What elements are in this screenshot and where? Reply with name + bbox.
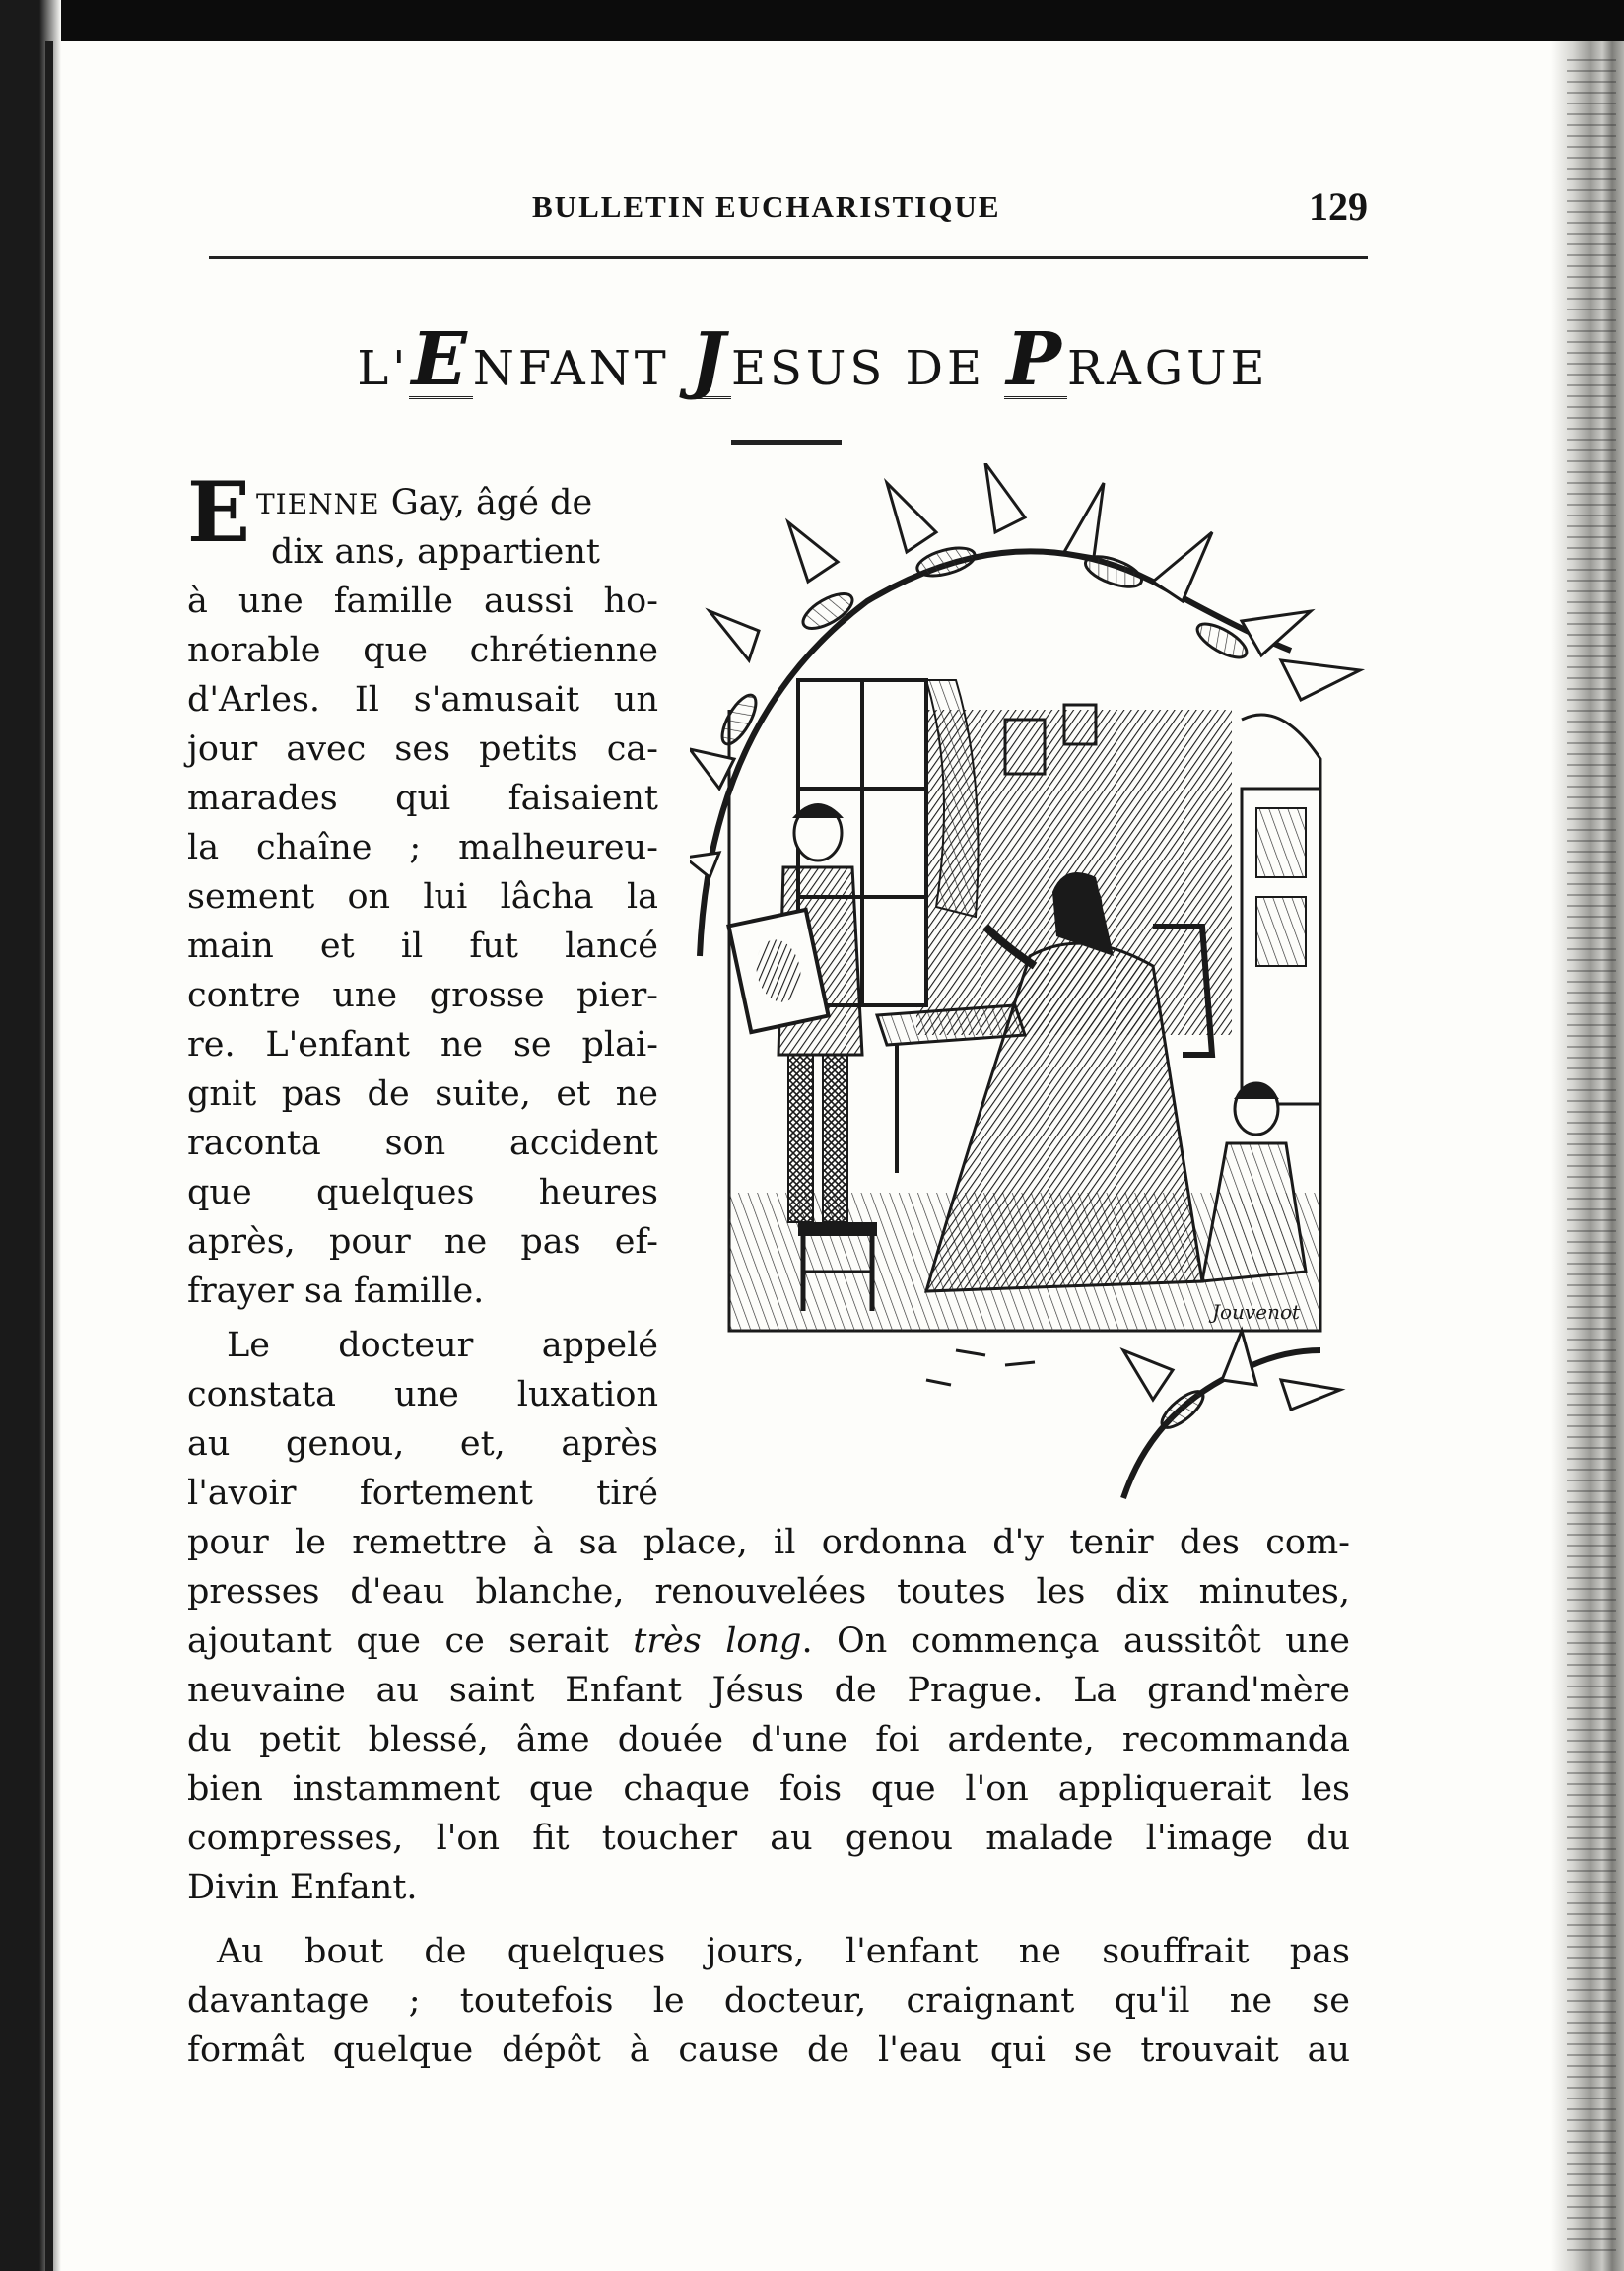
article-title	[246, 317, 1380, 402]
paragraph-line: Le docteur appelé	[227, 1326, 658, 1365]
paragraph-line: compresses, l'on fit toucher au genou malade l'image du	[187, 1819, 1350, 1858]
paragraph-line: re. L'enfant ne se plai-	[187, 1025, 658, 1065]
paragraph-line: après, pour ne pas ef-	[187, 1222, 658, 1262]
scan-top-border	[0, 0, 1624, 41]
title-part: L'	[357, 341, 410, 396]
cabinet	[1242, 789, 1320, 1104]
paragraph-line: formât quelque dépôt à cause de l'eau qui se trouvait au	[187, 2030, 1350, 2070]
paragraph-line: contre une grosse pier-	[187, 976, 658, 1015]
page-stack-texture	[1567, 59, 1616, 2257]
paragraph-2-column	[187, 1321, 658, 1518]
paragraph-line: sement on lui lâcha la	[187, 877, 658, 917]
ornamental-initial: P	[1006, 317, 1065, 402]
paragraph-line: la chaîne ; malheureu-	[187, 828, 658, 867]
paragraph-line: l'avoir fortement tiré	[187, 1474, 658, 1513]
child-figure	[1202, 1083, 1306, 1281]
paragraph-line: main et il fut lancé	[187, 927, 658, 966]
line-text: . On commença aussitôt une	[801, 1621, 1350, 1661]
paragraph-line: du petit blessé, âme douée d'une foi ardente, recommanda	[187, 1720, 1350, 1759]
paragraph-line: au genou, et, après	[187, 1424, 658, 1464]
engraving-illustration	[690, 463, 1370, 1508]
paragraph-line	[256, 478, 658, 529]
paragraph-line: marades qui faisaient	[187, 779, 658, 818]
paragraph-line: raconta son accident	[187, 1124, 658, 1163]
paragraph-line: presses d'eau blanche, renouvelées toutes les dix minutes,	[187, 1572, 1350, 1612]
paragraph-line: pour le remettre à sa place, il ordonna d'y tenir des com-	[187, 1523, 1350, 1562]
book-binding-edge	[45, 41, 53, 2271]
title-part: NFANT	[472, 341, 689, 396]
ornamental-initial: E	[411, 317, 471, 402]
title-rule	[731, 440, 842, 445]
paragraph-line	[187, 1617, 1350, 1666]
running-title: BULLETIN EUCHARISTIQUE	[532, 189, 1001, 224]
paragraph-line: gnit pas de suite, et ne	[187, 1074, 658, 1114]
ground-marks	[926, 1350, 1035, 1385]
paragraph-line: neuvaine au saint Enfant Jésus de Prague. La grand'mère	[187, 1671, 1350, 1710]
paragraph-line: d'Arles. Il s'amusait un	[187, 680, 658, 720]
paragraph-line: frayer sa famille.	[187, 1272, 485, 1311]
lily-stem	[1123, 1331, 1340, 1498]
paragraph-line: constata une luxation	[187, 1375, 658, 1414]
paragraph-2-full	[187, 1518, 1350, 1912]
ornamental-initial: J	[690, 317, 729, 402]
italic-text: très long	[633, 1621, 802, 1661]
title-part: ESUS DE	[730, 341, 1005, 396]
paragraph-1-column	[187, 577, 658, 1316]
paragraph-line: jour avec ses petits ca-	[187, 729, 658, 769]
paragraph-line: dix ans, appartient	[271, 532, 600, 572]
paragraph-line: que quelques heures	[187, 1173, 658, 1212]
paragraph-line: Divin Enfant.	[187, 1868, 418, 1907]
page-number: 129	[1309, 184, 1368, 229]
paragraph-line: davantage ; toutefois le docteur, craignant qu'il ne se	[187, 1981, 1350, 2021]
paragraph-line: bien instamment que chaque fois que l'on appliquerait les	[187, 1769, 1350, 1809]
drop-cap: E	[187, 463, 251, 561]
boy-figure	[728, 803, 862, 1222]
paragraph-line: à une famille aussi ho-	[187, 582, 658, 621]
paragraph-line: norable que chrétienne	[187, 631, 658, 670]
header-rule	[209, 256, 1368, 259]
paragraph-3	[187, 1927, 1350, 2075]
title-part: RAGUE	[1066, 341, 1269, 396]
paragraph-line: Au bout de quelques jours, l'enfant ne souffrait pas	[217, 1932, 1350, 1971]
small-caps-text: TIENNE	[256, 488, 380, 520]
line-text: ajoutant que ce serait	[187, 1621, 634, 1661]
artist-signature: Jouvenot	[1212, 1300, 1301, 1324]
line-text: Gay, âgé de	[379, 483, 593, 522]
